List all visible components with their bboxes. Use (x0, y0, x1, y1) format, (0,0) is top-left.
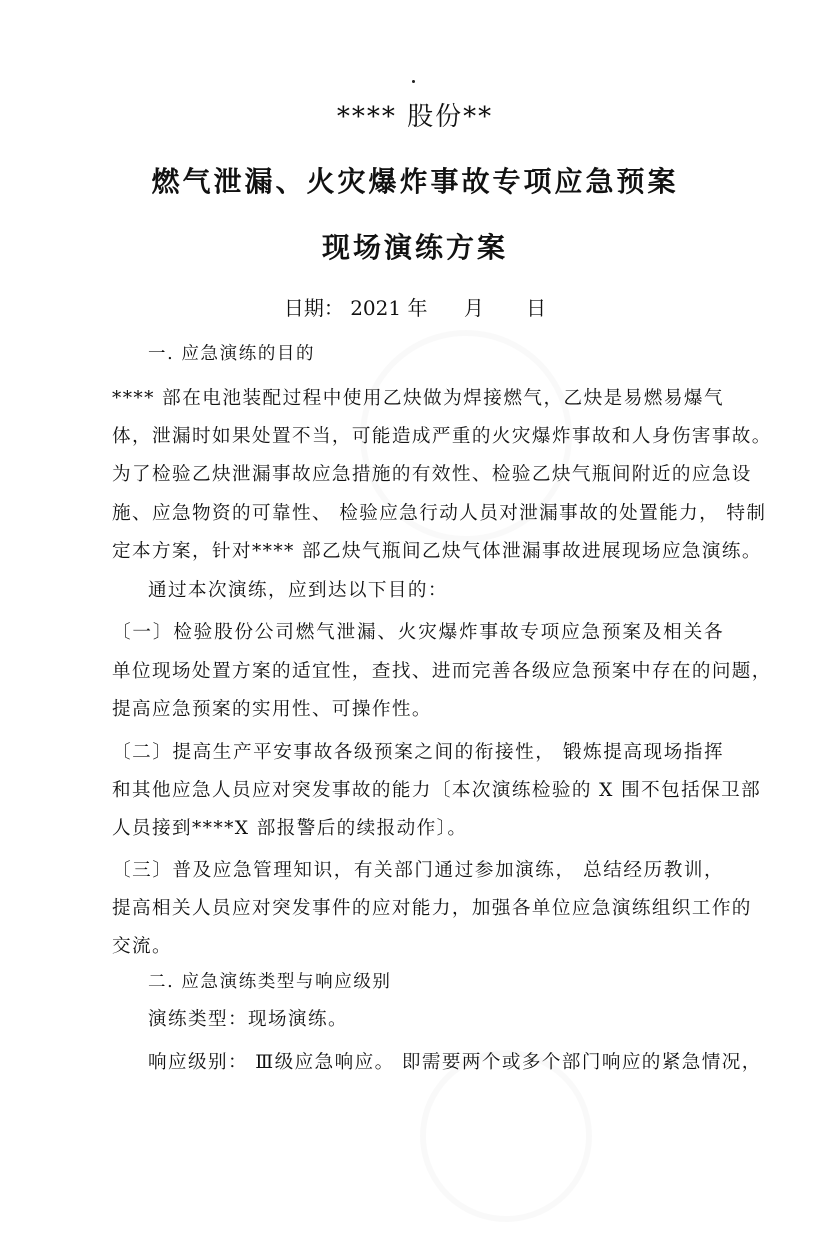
paragraph-line: **** 部在电池装配过程中使用乙炔做为焊接燃气，乙炔是易燃易爆气 (112, 388, 724, 409)
company-name: **** 股份** (336, 102, 494, 132)
date-month: 月 (463, 296, 484, 320)
item-3-line: 交流。 (112, 936, 172, 957)
date-day: 日 (526, 296, 547, 320)
date-label: 日期： (283, 296, 344, 320)
item-1-line: 提高应急预案的实用性、可操作性。 (112, 699, 432, 720)
document-subtitle: 现场演练方案 (321, 231, 508, 264)
item-2-line: 〔二〕提高生产平安事故各级预案之间的衔接性， 锻炼提高现场指挥 (112, 742, 724, 763)
item-1-line: 〔一〕检验股份公司燃气泄漏、火灾爆炸事故专项应急预案及相关各 (112, 622, 724, 643)
section-heading-2: 二. 应急演练类型与响应级别 (148, 972, 392, 992)
item-2-line: 和其他应急人员应对突发事故的能力〔本次演练检验的 X 围不包括保卫部 (112, 780, 762, 801)
date-year: 2021 年 (350, 296, 428, 320)
paragraph-line: 施、应急物资的可靠性、 检验应急行动人员对泄漏事故的处置能力， 特制 (112, 503, 767, 524)
paragraph-line: 定本方案，针对**** 部乙炔气瓶间乙炔气体泄漏事故进展现场应急演练。 (112, 541, 762, 562)
response-level-line: 响应级别： Ⅲ级应急响应。 即需要两个或多个部门响应的紧急情况， (148, 1052, 762, 1073)
section-heading-1: 一. 应急演练的目的 (148, 344, 316, 364)
intro-line: 通过本次演练，应到达以下目的： (148, 580, 448, 601)
item-2-line: 人员接到****X 部报警后的续报动作〕。 (112, 818, 468, 839)
document-title: 燃气泄漏、火灾爆炸事故专项应急预案 (151, 165, 679, 198)
date-line (0, 292, 830, 321)
item-3-line: 提高相关人员应对突发事件的应对能力，加强各单位应急演练组织工作的 (112, 898, 752, 919)
item-1-line: 单位现场处置方案的适宜性，查找、进而完善各级应急预案中存在的问题， (112, 661, 772, 682)
paragraph-line: 体，泄漏时如果处置不当，可能造成严重的火灾爆炸事故和人身伤害事故。 (112, 426, 772, 447)
dot-mark (412, 80, 415, 83)
drill-type-line: 演练类型：现场演练。 (148, 1009, 348, 1030)
item-3-line: 〔三〕普及应急管理知识，有关部门通过参加演练， 总结经历教训， (112, 860, 724, 881)
paragraph-line: 为了检验乙炔泄漏事故应急措施的有效性、检验乙炔气瓶间附近的应急设 (112, 464, 752, 485)
